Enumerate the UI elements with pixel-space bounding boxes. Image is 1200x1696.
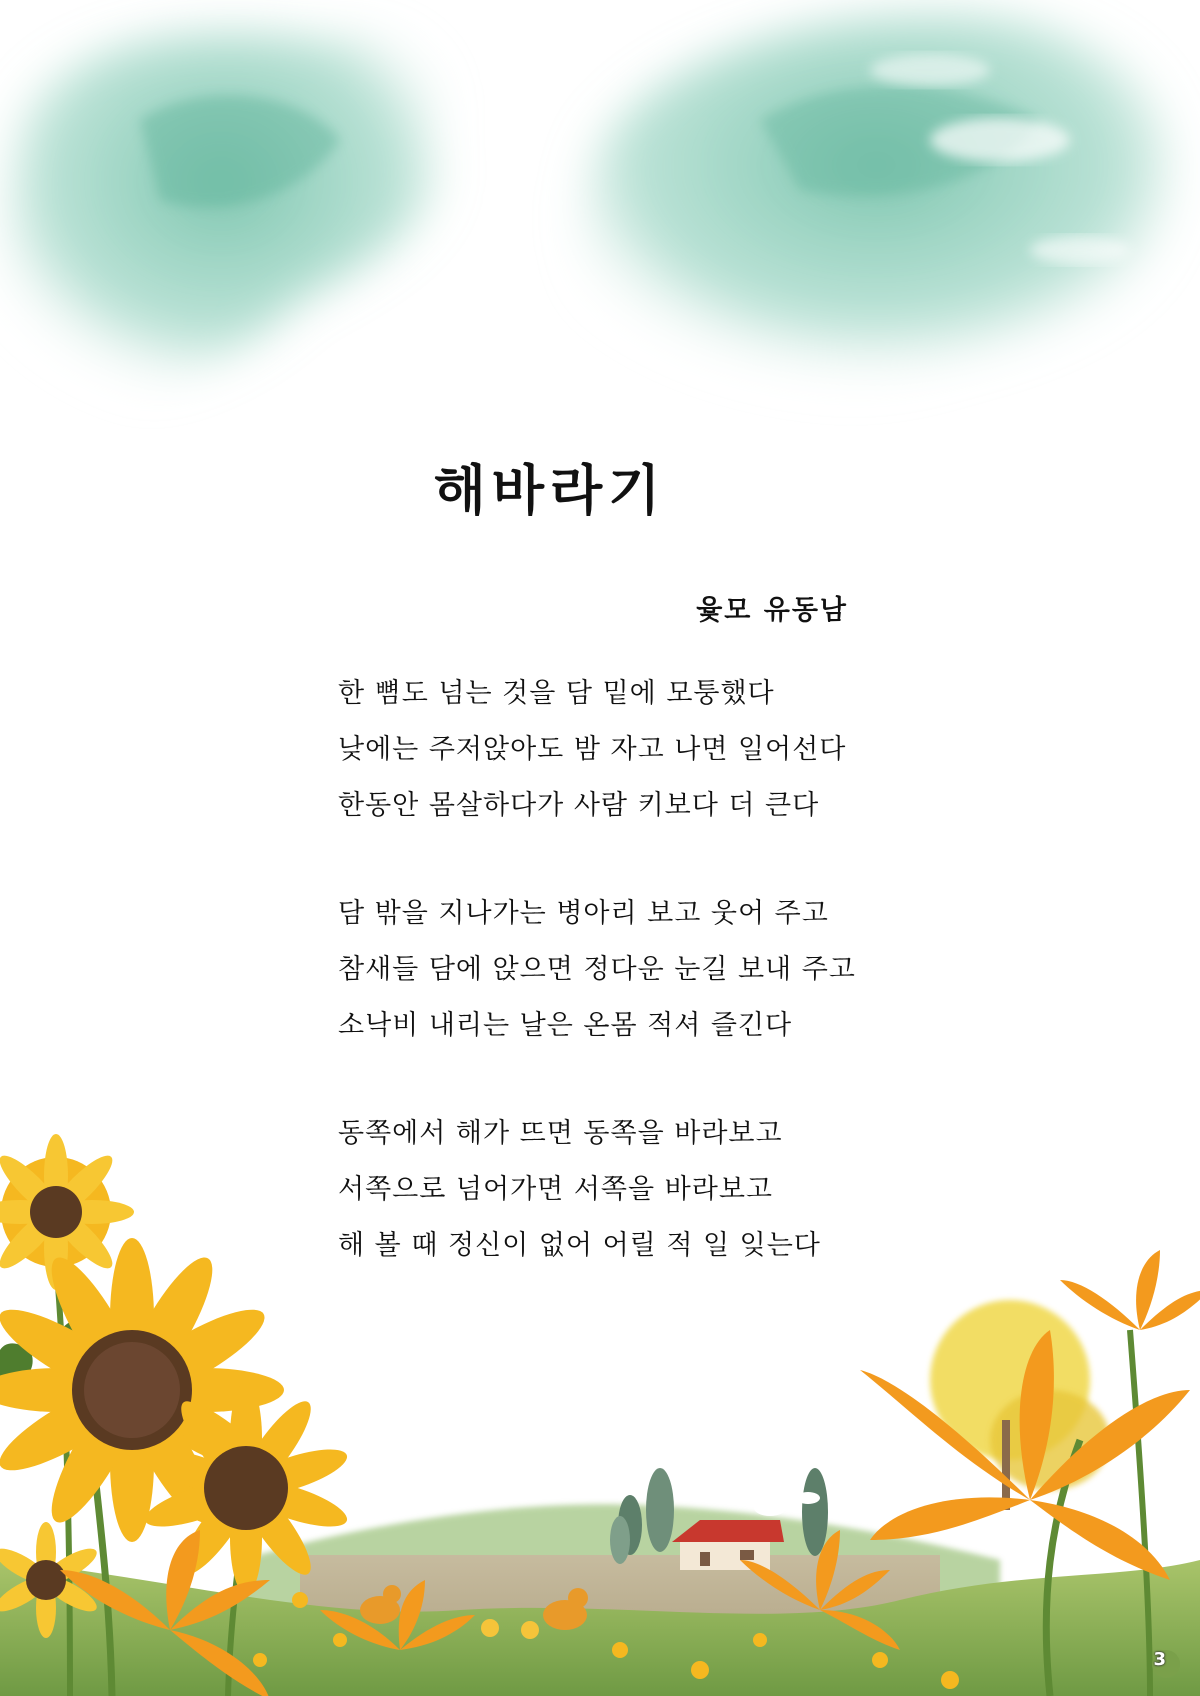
poem-line: 한동안 몸살하다가 사람 키보다 더 큰다 (338, 790, 820, 821)
landscape (240, 1468, 1000, 1625)
poem-line: 동쪽에서 해가 뜨면 동쪽을 바라보고 (338, 1118, 783, 1149)
yellow-tree (930, 1300, 1110, 1510)
poem-line: 한 뼘도 넘는 것을 담 밑에 모퉁했다 (338, 678, 775, 709)
poem-line: 참새들 담에 앉으면 정다운 눈길 보내 주고 (338, 954, 856, 985)
stanza (338, 1106, 856, 1274)
poem-body (338, 666, 856, 1326)
poem-line: 해 볼 때 정신이 없어 어릴 적 일 잊는다 (338, 1230, 821, 1261)
poem-line: 담 밖을 지나가는 병아리 보고 웃어 주고 (338, 898, 829, 929)
poem-line: 낮에는 주저앉아도 밤 자고 나면 일어선다 (338, 734, 847, 765)
stanza (338, 666, 856, 834)
sky-watercolor (3, 15, 1174, 404)
poem-author: 윷모 유동남 (696, 595, 848, 626)
poem-line: 서쪽으로 넘어가면 서쪽을 바라보고 (338, 1174, 773, 1205)
page-number: 3 (1153, 1649, 1166, 1670)
stanza (338, 886, 856, 1054)
poem-line: 소낙비 내리는 날은 온몸 적셔 즐긴다 (338, 1010, 793, 1041)
poem-title: 해바라기 (433, 459, 667, 522)
